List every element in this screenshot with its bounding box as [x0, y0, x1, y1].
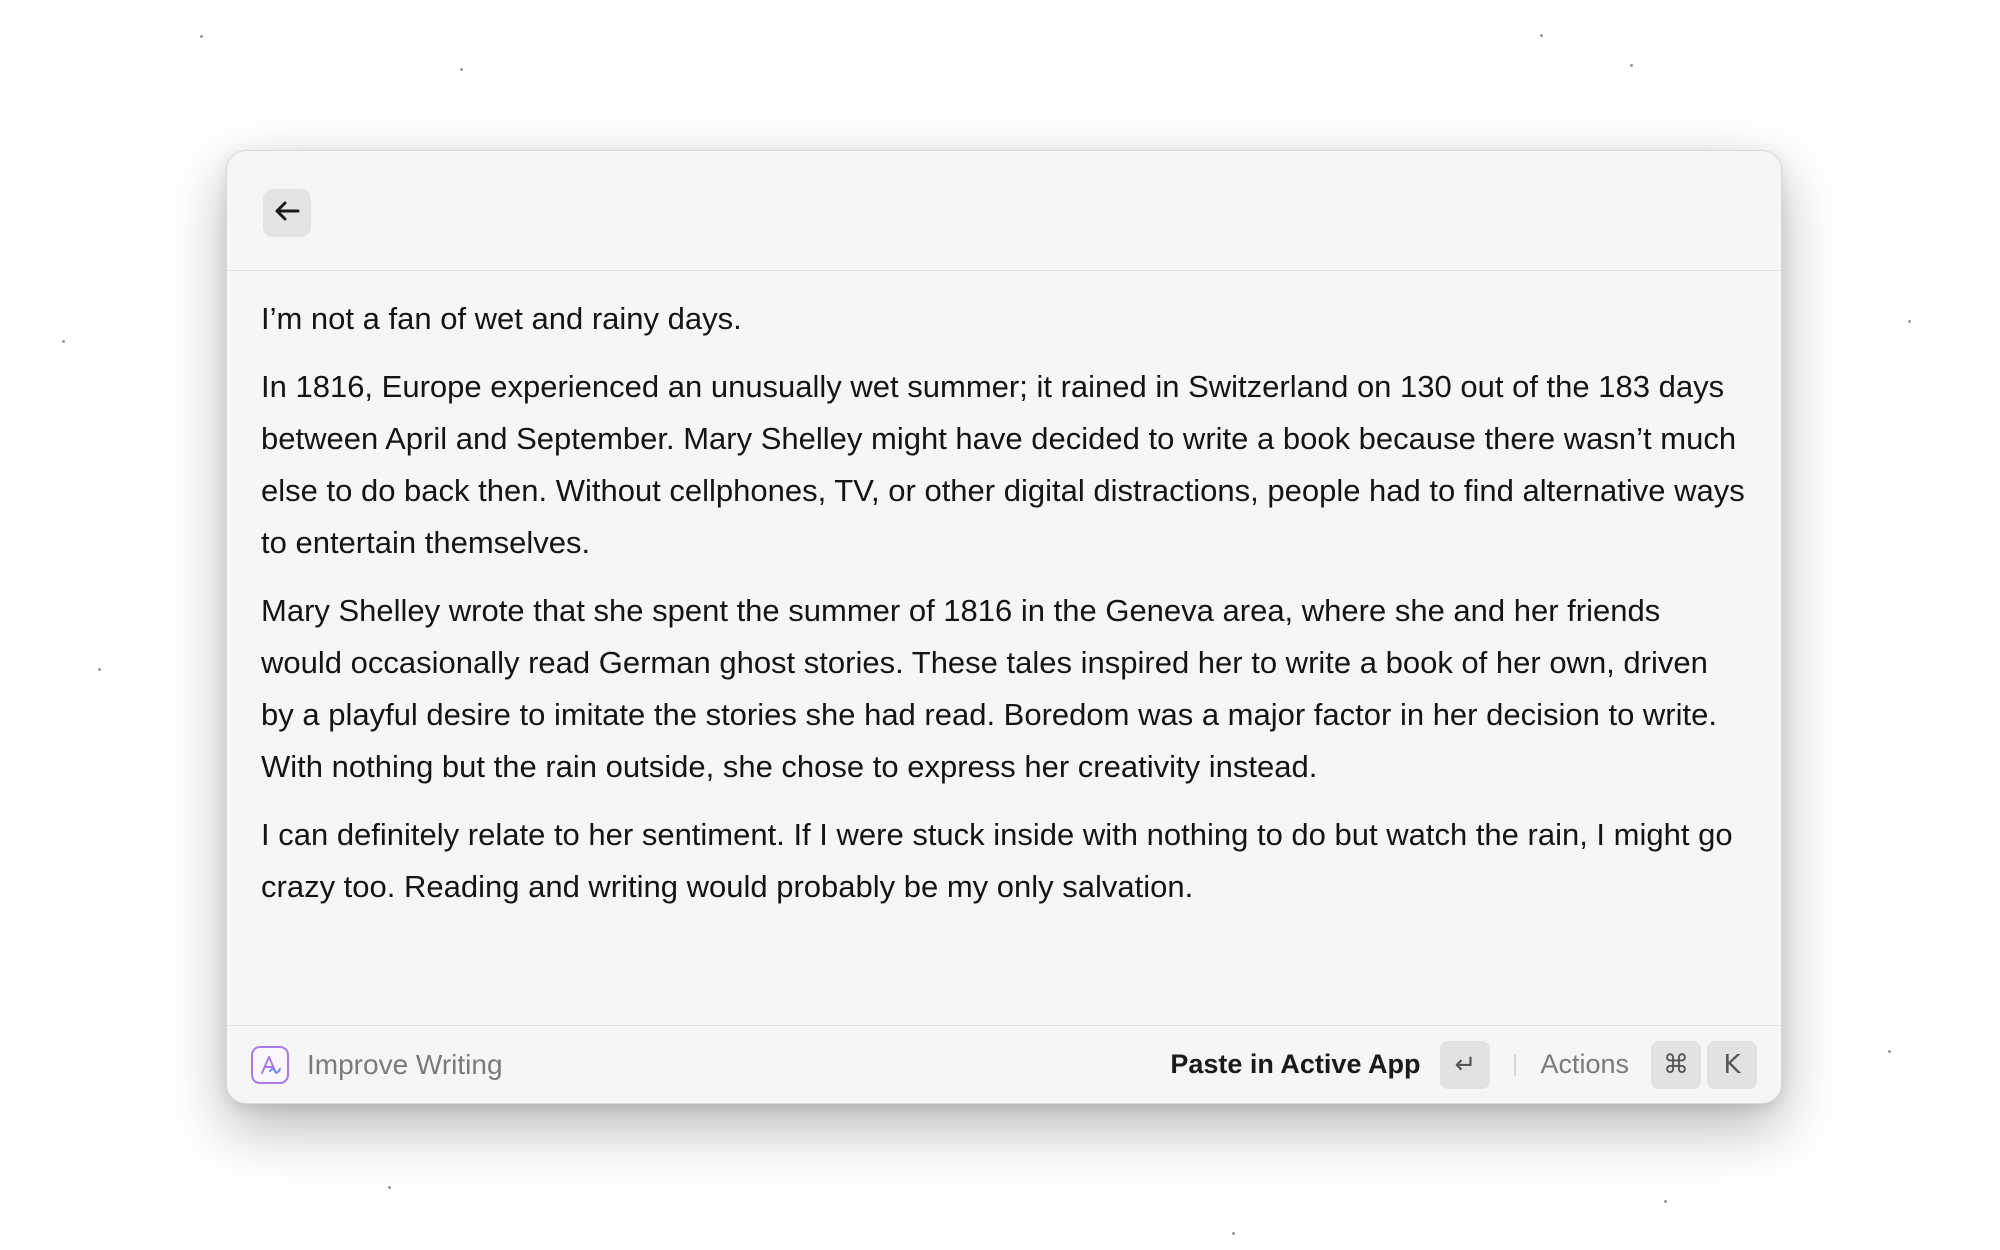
ai-command-window: [226, 150, 1782, 1104]
arrow-left-icon: [274, 200, 300, 227]
actions-button[interactable]: Actions: [1540, 1049, 1629, 1079]
back-button[interactable]: [263, 189, 311, 237]
window-header: [227, 151, 1781, 271]
background-speck: [1908, 320, 1911, 323]
paragraph: Mary Shelley wrote that she spent the summer of 1816 in the Geneva area, where she and her friends would occasionally read German ghost stories. These tales inspired her to write a book of her own, driven by a playful desire to imitate the stories she had read. Boredom was a major factor in her decision to write. With nothing but the rain outside, she chose to express her creativity instead.: [261, 593, 1717, 784]
ai-writing-icon: [251, 1046, 289, 1084]
background-speck: [1888, 1050, 1891, 1053]
paste-in-active-app-button[interactable]: Paste in Active App: [1170, 1049, 1421, 1079]
k-key-icon: K: [1707, 1041, 1757, 1089]
background-speck: [1664, 1200, 1667, 1203]
background-speck: [1540, 34, 1543, 37]
paragraph: I’m not a fan of wet and rainy days.: [261, 301, 742, 336]
command-key-icon: ⌘: [1651, 1041, 1701, 1089]
result-text[interactable]: [227, 271, 1781, 971]
paragraph: I can definitely relate to her sentiment. If I were stuck inside with nothing to do but watch the rain, I might go crazy too. Reading and writing would probably be my only salvation.: [261, 817, 1733, 904]
background-speck: [200, 35, 203, 38]
background-speck: [98, 668, 101, 671]
paragraph: In 1816, Europe experienced an unusually wet summer; it rained in Switzerland on 130 out of the 183 days between April and September. Mary Shelley might have decided to write a book because there wasn’t much else to do back then. Without cellphones, TV, or other digital distractions, people had to find alternative ways to entertain themselves.: [261, 369, 1745, 560]
background-speck: [460, 68, 463, 71]
background-speck: [1232, 1232, 1235, 1235]
background-speck: [388, 1186, 391, 1189]
background-speck: [62, 340, 65, 343]
background-speck: [1630, 64, 1633, 67]
command-name: Improve Writing: [307, 1048, 503, 1080]
action-bar: [227, 1025, 1781, 1103]
footer-divider: [1514, 1054, 1516, 1076]
return-key-icon: ↵: [1440, 1041, 1490, 1089]
